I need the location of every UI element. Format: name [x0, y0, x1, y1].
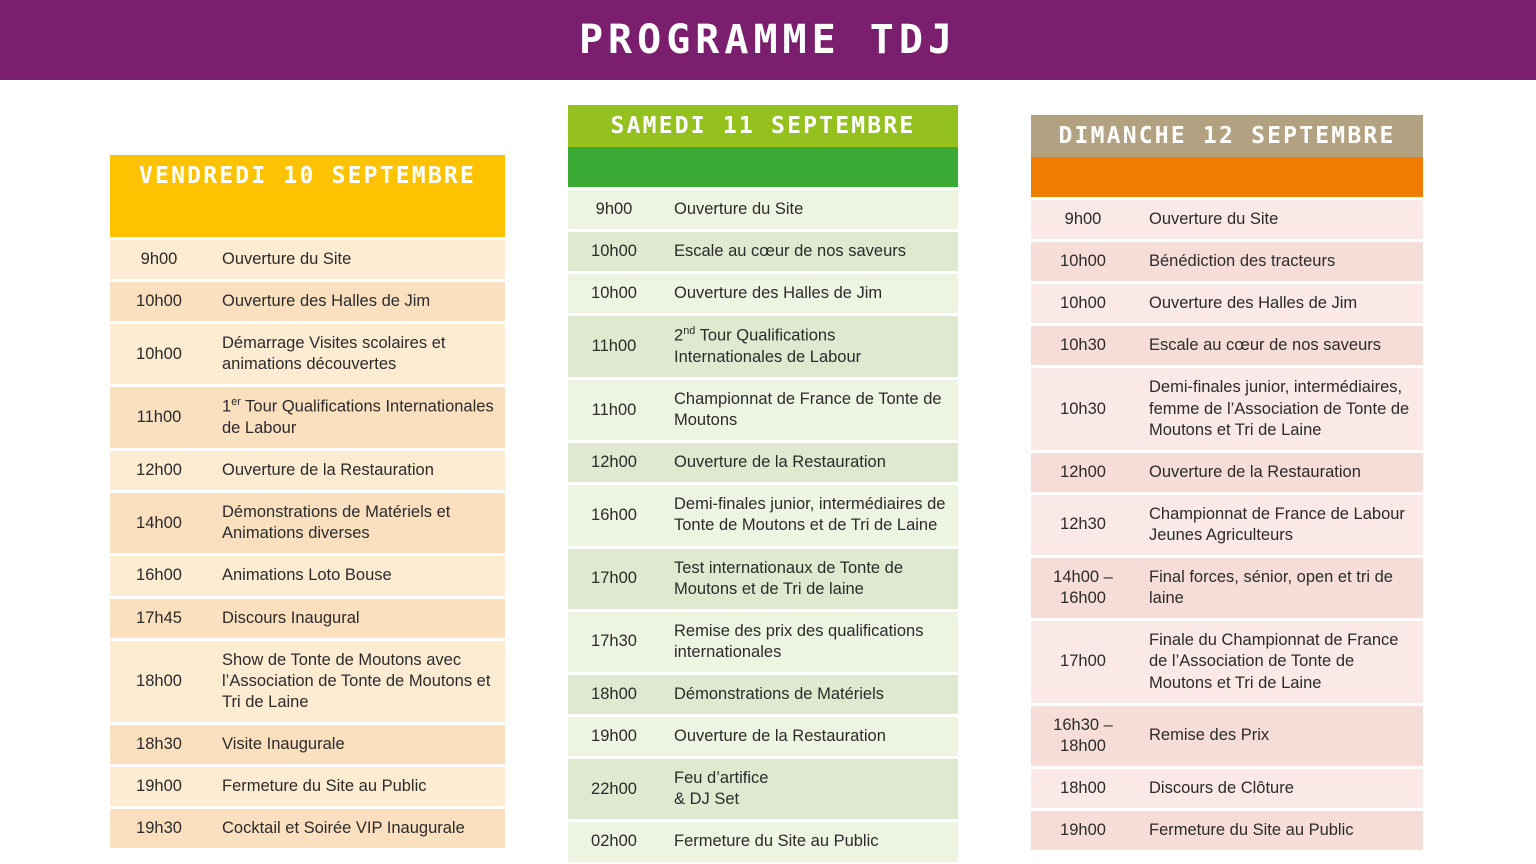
header-bar: [0, 0, 1536, 80]
table-row: [110, 451, 505, 490]
row-time: 10h30: [1031, 326, 1135, 365]
table-row: [110, 767, 505, 806]
day-title-vendredi: VENDREDI 10 SEPTEMBRE: [110, 155, 505, 197]
schedule-rows-samedi: [568, 190, 958, 862]
row-time: 18h00: [1031, 769, 1135, 808]
row-label: Finale du Championnat de France de l’Association de Tonte de Moutons et Tri de Laine: [1135, 621, 1423, 702]
row-label: Ouverture des Halles de Jim: [1135, 284, 1423, 323]
row-time: 16h30 – 18h00: [1031, 706, 1135, 766]
row-label: Feu d’artifice & DJ Set: [660, 759, 958, 819]
row-time: 11h00: [110, 387, 208, 448]
day-subbar-dimanche: [1031, 157, 1423, 197]
row-time: 16h00: [568, 485, 660, 545]
table-row: [1031, 706, 1423, 766]
row-time: 17h45: [110, 599, 208, 638]
subbar-label-cell: [1135, 157, 1423, 197]
table-row: [110, 493, 505, 553]
row-time: 14h00: [110, 493, 208, 553]
row-label: Visite Inaugurale: [208, 725, 505, 764]
row-label: Championnat de France de Labour Jeunes Agriculteurs: [1135, 495, 1423, 555]
table-row: [110, 282, 505, 321]
row-time: 12h00: [1031, 453, 1135, 492]
row-time: 10h30: [1031, 368, 1135, 449]
row-time: 17h30: [568, 612, 660, 672]
table-row: [568, 822, 958, 861]
table-row: [110, 324, 505, 384]
table-row: [568, 717, 958, 756]
row-time: 22h00: [568, 759, 660, 819]
subbar-time-cell: [568, 147, 660, 187]
table-row: [568, 612, 958, 672]
table-row: [568, 549, 958, 609]
schedule-table-samedi: [568, 187, 958, 864]
row-time: 9h00: [110, 240, 208, 279]
schedule-rows-dimanche: [1031, 200, 1423, 850]
row-time: 18h30: [110, 725, 208, 764]
day-column-samedi: [568, 105, 958, 864]
row-label: Ouverture des Halles de Jim: [208, 282, 505, 321]
table-row: [110, 725, 505, 764]
table-row: [568, 675, 958, 714]
row-label: Test internationaux de Tonte de Moutons et de Tri de laine: [660, 549, 958, 609]
table-row: [568, 274, 958, 313]
subbar-label-cell: [660, 147, 958, 187]
row-label: Ouverture du Site: [660, 190, 958, 229]
row-time: 19h00: [1031, 811, 1135, 850]
subbar-time-cell: [1031, 157, 1135, 197]
row-time: 14h00 – 16h00: [1031, 558, 1135, 618]
row-time: 17h00: [568, 549, 660, 609]
table-row: [1031, 811, 1423, 850]
row-label: 1er Tour Qualifications Internationales de Labour: [208, 387, 505, 448]
row-label: Démonstrations de Matériels: [660, 675, 958, 714]
table-row: [1031, 200, 1423, 239]
row-time: 10h00: [568, 232, 660, 271]
row-label: Remise des Prix: [1135, 706, 1423, 766]
table-row: [568, 485, 958, 545]
table-row: [1031, 558, 1423, 618]
table-row: [568, 443, 958, 482]
table-row: [568, 232, 958, 271]
row-time: 18h00: [110, 641, 208, 722]
row-time: 10h00: [110, 282, 208, 321]
row-label: Fermeture du Site au Public: [208, 767, 505, 806]
table-row: [110, 556, 505, 595]
schedule-table-dimanche: [1031, 197, 1423, 853]
day-subbar-samedi: [568, 147, 958, 187]
row-label: Demi-finales junior, intermédiaires de Tonte de Moutons et de Tri de Laine: [660, 485, 958, 545]
table-row: [110, 599, 505, 638]
day-subbar-vendredi: [110, 197, 505, 237]
row-time: 12h00: [568, 443, 660, 482]
row-time: 17h00: [1031, 621, 1135, 702]
table-row: [1031, 621, 1423, 702]
row-label: Escale au cœur de nos saveurs: [1135, 326, 1423, 365]
row-label: Ouverture des Halles de Jim: [660, 274, 958, 313]
schedule-rows-vendredi: [110, 240, 505, 848]
row-time: 12h00: [110, 451, 208, 490]
row-label: Escale au cœur de nos saveurs: [660, 232, 958, 271]
day-title-samedi: SAMEDI 11 SEPTEMBRE: [568, 105, 958, 147]
row-time: 11h00: [568, 380, 660, 440]
row-label: Fermeture du Site au Public: [660, 822, 958, 861]
table-row: [568, 190, 958, 229]
row-label: Championnat de France de Tonte de Moutons: [660, 380, 958, 440]
row-label: Ouverture de la Restauration: [660, 717, 958, 756]
row-time: 9h00: [568, 190, 660, 229]
table-row: [110, 387, 505, 448]
row-label: Final forces, sénior, open et tri de laine: [1135, 558, 1423, 618]
row-label: Remise des prix des qualifications internationales: [660, 612, 958, 672]
row-time: 12h30: [1031, 495, 1135, 555]
row-time: 02h00: [568, 822, 660, 861]
row-time: 19h00: [110, 767, 208, 806]
table-row: [110, 641, 505, 722]
day-column-dimanche: [1031, 115, 1423, 853]
row-time: 10h00: [568, 274, 660, 313]
table-row: [1031, 769, 1423, 808]
day-title-dimanche: DIMANCHE 12 SEPTEMBRE: [1031, 115, 1423, 157]
row-time: 11h00: [568, 316, 660, 377]
row-time: 16h00: [110, 556, 208, 595]
table-row: [1031, 326, 1423, 365]
row-label: Fermeture du Site au Public: [1135, 811, 1423, 850]
row-label: Démarrage Visites scolaires et animations découvertes: [208, 324, 505, 384]
row-label: Animations Loto Bouse: [208, 556, 505, 595]
row-label: Ouverture du Site: [1135, 200, 1423, 239]
table-row: [1031, 284, 1423, 323]
row-label: Show de Tonte de Moutons avec l’Association de Tonte de Moutons et Tri de Laine: [208, 641, 505, 722]
row-label: Ouverture du Site: [208, 240, 505, 279]
table-row: [1031, 368, 1423, 449]
row-label: Discours de Clôture: [1135, 769, 1423, 808]
row-label: Ouverture de la Restauration: [208, 451, 505, 490]
page-title: PROGRAMME TDJ: [578, 17, 958, 63]
row-time: 10h00: [1031, 242, 1135, 281]
row-label: Démonstrations de Matériels et Animations diverses: [208, 493, 505, 553]
table-row: [568, 759, 958, 819]
subbar-time-cell: [110, 197, 208, 237]
row-time: 18h00: [568, 675, 660, 714]
table-row: [1031, 495, 1423, 555]
table-row: [1031, 453, 1423, 492]
table-row: [568, 316, 958, 377]
row-time: 10h00: [1031, 284, 1135, 323]
row-time: 19h30: [110, 809, 208, 848]
table-row: [110, 240, 505, 279]
schedule-table-vendredi: [110, 237, 505, 851]
row-label: 2nd Tour Qualifications Internationales de Labour: [660, 316, 958, 377]
row-label: Cocktail et Soirée VIP Inaugurale: [208, 809, 505, 848]
row-label: Demi-finales junior, intermédiaires, femme de l’Association de Tonte de Moutons et Tri de Laine: [1135, 368, 1423, 449]
row-label: Ouverture de la Restauration: [660, 443, 958, 482]
table-row: [110, 809, 505, 848]
row-label: Discours Inaugural: [208, 599, 505, 638]
table-row: [1031, 242, 1423, 281]
table-row: [568, 380, 958, 440]
row-time: 19h00: [568, 717, 660, 756]
subbar-label-cell: [208, 197, 505, 237]
row-label: Bénédiction des tracteurs: [1135, 242, 1423, 281]
row-time: 9h00: [1031, 200, 1135, 239]
row-label: Ouverture de la Restauration: [1135, 453, 1423, 492]
day-column-vendredi: [110, 155, 505, 851]
row-time: 10h00: [110, 324, 208, 384]
